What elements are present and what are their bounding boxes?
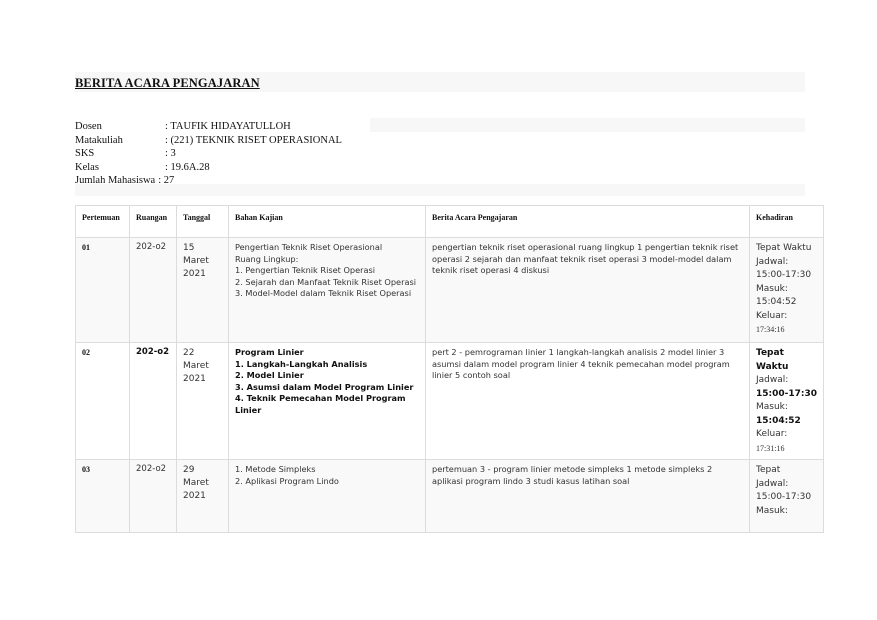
- cell-tanggal: [177, 460, 229, 533]
- kehadiran-line: 15:00-17:30: [756, 270, 812, 280]
- cell-pertemuan: 02: [76, 343, 130, 460]
- course-info: [75, 120, 342, 188]
- info-key: SKS: [75, 148, 95, 159]
- cell-berita-acara: pertemuan 3 - program linier metode simpleks 1 metode simpleks 2 aplikasi program lindo 3 studi kasus latihan soal: [426, 460, 750, 533]
- info-row-matakuliah: [75, 134, 342, 148]
- info-row-dosen: [75, 120, 342, 134]
- bahan-line: Ruang Lingkup:: [235, 253, 299, 264]
- kehadiran-status: Tepat Waktu: [756, 348, 789, 372]
- kehadiran-line: Masuk:: [756, 402, 788, 412]
- info-value: : TAUFIK HIDAYATULLOH: [165, 121, 291, 132]
- date-year: 2021: [183, 269, 206, 279]
- bahan-line: Pengertian Teknik Riset Operasional: [235, 242, 383, 252]
- info-key: Kelas: [75, 161, 99, 173]
- attendance-table: [75, 205, 824, 533]
- info-value: : (221) TEKNIK RISET OPERASIONAL: [165, 134, 342, 146]
- kehadiran-line: Keluar:: [756, 310, 788, 321]
- info-value: : 27: [158, 175, 175, 186]
- info-band: [370, 118, 805, 132]
- date-day: 22: [183, 348, 195, 358]
- bahan-line: 2. Model Linier: [235, 370, 304, 380]
- info-key: Matakuliah: [75, 134, 123, 146]
- kehadiran-line: Keluar:: [756, 429, 788, 439]
- header-berita-acara: Berita Acara Pengajaran: [426, 206, 750, 238]
- kehadiran-line: Masuk:: [756, 283, 788, 294]
- info-value: : 19.6A.28: [165, 161, 210, 173]
- cell-tanggal: [177, 343, 229, 460]
- cell-bahan-kajian: [229, 343, 426, 460]
- date-day: 29: [183, 465, 195, 475]
- kehadiran-line: Jadwal:: [756, 375, 789, 385]
- cell-ruangan: 202-o2: [130, 238, 177, 343]
- info-row-sks: [75, 147, 342, 161]
- cell-bahan-kajian: [229, 460, 426, 533]
- info-row-kelas: [75, 161, 342, 175]
- header-ruangan: Ruangan: [130, 206, 177, 238]
- table-row: [76, 460, 824, 533]
- info-row-jumlah: [75, 174, 342, 188]
- kehadiran-line: 15:04:52: [756, 415, 801, 426]
- date-month: Maret: [183, 256, 209, 266]
- cell-tanggal: [177, 238, 229, 343]
- bahan-line: 1. Langkah-Langkah Analisis: [235, 358, 368, 369]
- table-header: [76, 206, 824, 238]
- header-tanggal: Tanggal: [177, 206, 229, 238]
- header-pertemuan: Pertemuan: [76, 206, 130, 238]
- kehadiran-line: Masuk:: [756, 505, 788, 516]
- date-year: 2021: [183, 491, 206, 501]
- bahan-line: 2. Aplikasi Program Lindo: [235, 475, 339, 486]
- kehadiran-status: Tepat Waktu: [756, 243, 812, 253]
- bahan-line: Program Linier: [235, 347, 304, 357]
- cell-pertemuan: 01: [76, 238, 130, 343]
- bahan-line: 3. Asumsi dalam Model Program Linier: [235, 381, 414, 392]
- keluar-time: 17:31:16: [756, 443, 785, 453]
- cell-ruangan: 202-o2: [130, 343, 177, 460]
- cell-kehadiran: [750, 460, 824, 533]
- bahan-line: 4. Teknik Pemecahan Model Program Linier: [235, 393, 406, 415]
- info-key: Dosen: [75, 121, 102, 132]
- date-day: 15: [183, 243, 195, 253]
- kehadiran-line: 15:04:52: [756, 297, 797, 307]
- header-bahan-kajian: Bahan Kajian: [229, 206, 426, 238]
- info-value: : 3: [165, 148, 176, 159]
- bahan-line: 2. Sejarah dan Manfaat Teknik Riset Operasi: [235, 276, 416, 287]
- cell-ruangan: 202-o2: [130, 460, 177, 533]
- kehadiran-status: Tepat: [756, 465, 781, 475]
- kehadiran-line: Jadwal:: [756, 478, 789, 489]
- bahan-line: 3. Model-Model dalam Teknik Riset Operasi: [235, 288, 412, 298]
- keluar-time: 17:34:16: [756, 325, 785, 334]
- cell-kehadiran: [750, 238, 824, 343]
- cell-kehadiran: [750, 343, 824, 460]
- page-title: BERITA ACARA PENGAJARAN: [75, 76, 260, 90]
- cell-pertemuan: 03: [76, 460, 130, 533]
- cell-berita-acara: pengertian teknik riset operasional ruang lingkup 1 pengertian teknik riset operasi 2 sejarah dan manfaat teknik riset operasi 3 model-model dalam teknik riset operasi 4 diskusi: [426, 238, 750, 343]
- table-row: [76, 238, 824, 343]
- bahan-line: 1. Pengertian Teknik Riset Operasi: [235, 265, 376, 275]
- date-month: Maret: [183, 361, 209, 371]
- info-key: Jumlah Mahasiswa: [75, 175, 156, 186]
- header-kehadiran: Kehadiran: [750, 206, 824, 238]
- table-row: [76, 343, 824, 460]
- kehadiran-line: Jadwal:: [756, 256, 789, 267]
- kehadiran-line: 15:00-17:30: [756, 492, 812, 502]
- cell-berita-acara: pert 2 - pemrograman linier 1 langkah-langkah analisis 2 model linier 3 asumsi dalam model program linier 4 teknik pemecahan model program linier 5 contoh soal: [426, 343, 750, 460]
- date-year: 2021: [183, 374, 206, 384]
- date-month: Maret: [183, 478, 209, 488]
- kehadiran-line: 15:00-17:30: [756, 388, 818, 399]
- cell-bahan-kajian: [229, 238, 426, 343]
- bahan-line: 1. Metode Simpleks: [235, 464, 316, 474]
